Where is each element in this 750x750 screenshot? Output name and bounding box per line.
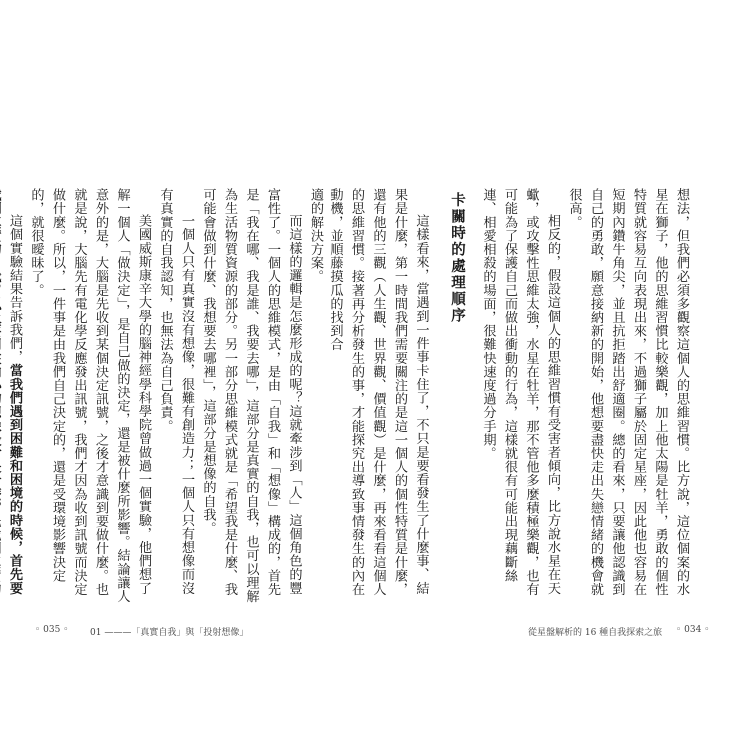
paragraph: 而這樣的邏輯是怎麼形成的呢？這就牽涉到「人」這個角色的豐富性了。一個人的思維模式，是由「自我」和「想像」構成的，首先是「我在哪、我是誰、我要去哪」，這部分是真實的自我，也可以理解為生活物質資源的部分。另一部分思維模式就是「希望我是什麼、我可能會做到什麼、我想要去哪裡」，這部分是想像的自我。 <box>200 188 302 603</box>
paragraph-continued: 想法，但我們必須多觀察這個人的思維習慣。比方說，這位個案的水星在獅子，他的思維習慣比較樂觀，加上他太陽是牡羊，勇敢的個性特質就容易互向表現出來，不過獅子屬於固定星座，因此他也容易在短期內鑽牛角尖，並且抗拒踏出舒適圈。總的看來，只要讓他認識到自己的勇敢，願意接納新的開始，他想要盡快走出失戀情緒的機會就很高。 <box>566 188 689 596</box>
book-running-title: 從星盤解析的 16 種自我探索之旅 <box>528 628 663 638</box>
page-number-right: ◦ 034 ◦ <box>676 625 710 635</box>
section-heading: 卡關時的處理順序 <box>449 192 465 324</box>
paragraph: 一個人只有真實沒有想像，很難有創造力；一個人只有想像而沒有真實的自我認知，也無法為自己負責。 <box>157 188 194 596</box>
paragraph <box>0 188 25 603</box>
left-page-body <box>7 188 326 603</box>
paragraph-continued: 適的解決方案。 <box>308 188 323 284</box>
page-number-left: ◦ 035 ◦ <box>35 625 69 635</box>
paragraph: 相反的，假設這個人的思維習慣有受害者傾向，比方說水星在天蠍，或攻擊性思維太強，水星在牡羊，那不管他多麼積極樂觀，也有可能為了保護自己而做出衝動的行為，這樣就很有可能出現藕斷絲連、相愛相殺的場面，很難快速度過分手期。 <box>480 188 560 596</box>
chapter-running-title: 01 ———「真實自我」與「投射想像」 <box>90 628 249 638</box>
paragraph: 美國威斯康辛大學的腦神經學科學院曾做過一個實驗，他們想了解一個人「做決定」，是自己做的決定，還是被什麼所影響。結論讓人意外的是，大腦是先收到某個決定訊號，之後才意識到要做什麼。也就是說，大腦先有電化學反應發出訊號，我們才因為收到訊號而決定做什麼。所以，一件事是由我們自己決定的，還是受環境影響決定的，就很曖昧了。 <box>28 188 151 603</box>
emphasis-text: 當我們遇到困難和困境的時候，首先要 <box>7 364 22 596</box>
right-page-body <box>327 188 692 603</box>
paragraph-text: 這個實驗結果告訴我們， <box>7 214 22 364</box>
paragraph: 這樣看來，當遇到一件事卡住了，不只是要看發生了什麼事、結果是什麼，第一時間我們需要關注的是這一個人的個性特質是什麼，還有他的三觀（人生觀、世界觀、價值觀）是什麼，再來看看這個人的思維習慣。接著再分析發生的事，才能探究出導致事情發生的內在動機，並順藤摸瓜的找到合 <box>327 188 429 596</box>
